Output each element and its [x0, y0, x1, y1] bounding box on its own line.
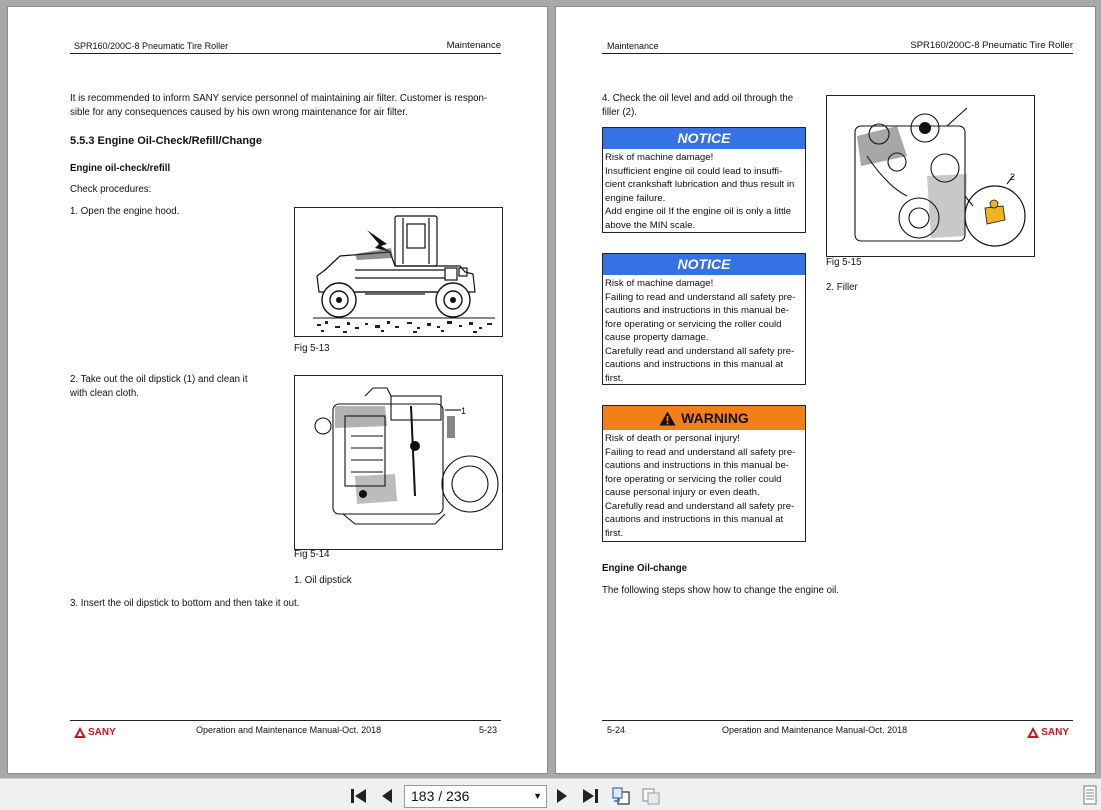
first-page-button[interactable]: [348, 786, 370, 806]
page-layout-icon: [611, 787, 631, 805]
notice-line: Add engine oil If the engine oil is only a little: [605, 206, 792, 217]
roller-drawing: [295, 208, 503, 337]
step-4-line: 4. Check the oil level and add oil through the: [602, 93, 794, 104]
notice-title: NOTICE: [603, 128, 805, 149]
first-page-icon: [350, 788, 368, 804]
notice-line: first.: [605, 372, 624, 384]
warning-line: fore operating or servicing the roller could: [605, 473, 782, 485]
warning-line: first.: [605, 527, 624, 539]
sany-logo: [1027, 727, 1069, 738]
previous-page-icon: [380, 788, 394, 804]
intro-line: sible for any consequences caused by his own wrong maintenance for air filter.: [70, 106, 408, 118]
notice-line: cautions and instructions in this manual be-: [605, 305, 789, 316]
document-properties-icon: [1083, 785, 1097, 805]
figure-engine-dipstick: [294, 375, 503, 550]
step-4: [602, 92, 808, 119]
figure-legend: 2. Filler: [826, 282, 858, 293]
step-2: [70, 373, 274, 400]
page-footer: [602, 720, 1073, 740]
notice-box-safety-precautions: [602, 253, 806, 385]
oil-change-intro: The following steps show how to change the engine oil.: [602, 585, 839, 596]
page-number-input[interactable]: [404, 785, 547, 808]
notice-line: engine failure.: [605, 192, 666, 204]
chevron-down-icon[interactable]: ▼: [533, 791, 542, 801]
header-section: Maintenance: [607, 41, 659, 51]
warning-title: WARNING: [681, 410, 749, 426]
next-page-button[interactable]: [551, 786, 573, 806]
figure-legend: 1. Oil dipstick: [294, 575, 352, 586]
warning-title-bar: [603, 406, 805, 430]
figure-caption: Fig 5-14: [294, 549, 330, 560]
figure-engine-filler: [826, 95, 1035, 257]
logo-text: SANY: [1041, 727, 1069, 738]
callout-2: 2: [1010, 172, 1016, 182]
footer-page-number: 5-24: [607, 725, 626, 735]
figure-roller-illustration: [294, 207, 503, 337]
notice-line: above the MIN scale.: [605, 219, 696, 231]
footer-page-number: 5-23: [478, 725, 497, 735]
page-5-24: [555, 6, 1096, 774]
sany-logo: [74, 727, 116, 738]
step-2-line: with clean cloth.: [70, 387, 139, 399]
page-footer: [70, 720, 501, 740]
next-page-icon: [555, 788, 569, 804]
figure-caption: Fig 5-13: [294, 343, 330, 354]
notice-body: [603, 149, 805, 233]
fit-page-button[interactable]: [610, 786, 632, 806]
warning-line: cautions and instructions in this manual at: [605, 514, 784, 525]
two-page-view-icon: [641, 787, 661, 805]
warning-line: cautions and instructions in this manual be-: [605, 460, 789, 471]
notice-line: Risk of machine damage!: [605, 152, 714, 163]
warning-body: [603, 430, 805, 541]
step-1: 1. Open the engine hood.: [70, 206, 180, 217]
page-header: [70, 40, 501, 54]
figure-caption: Fig 5-15: [826, 257, 862, 268]
notice-line: cautions and instructions in this manual at: [605, 359, 784, 370]
previous-page-button[interactable]: [376, 786, 398, 806]
intro-line: It is recommended to inform SANY service personnel of maintaining air filter. Customer is respon-: [70, 93, 488, 104]
notice-body: [603, 275, 805, 386]
viewer-toolbar: [0, 778, 1101, 810]
notice-line: Insufficient engine oil could lead to insuffi-: [605, 165, 783, 177]
notice-title: NOTICE: [603, 254, 805, 275]
last-page-icon: [581, 788, 599, 804]
engine-drawing: [295, 376, 503, 550]
engine-filler-drawing: [827, 96, 1035, 257]
step-2-line: 2. Take out the oil dipstick (1) and clean it: [70, 374, 248, 385]
notice-line: cause property damage.: [605, 332, 709, 343]
sany-logo-icon: [1027, 727, 1039, 738]
header-section: Maintenance: [446, 40, 501, 51]
footer-manual-title: Operation and Maintenance Manual-Oct. 2018: [722, 725, 908, 735]
warning-triangle-icon: [659, 411, 676, 426]
warning-line: Failing to read and understand all safety pre-: [605, 446, 796, 458]
warning-line: Risk of death or personal injury!: [605, 433, 740, 444]
warning-line: cause personal injury or even death.: [605, 487, 760, 498]
notice-line: Risk of machine damage!: [605, 278, 714, 289]
notice-line: fore operating or servicing the roller could: [605, 318, 782, 330]
step-4-line: filler (2).: [602, 106, 637, 118]
resize-grip[interactable]: [1083, 785, 1101, 810]
header-title: SPR160/200C-8 Pneumatic Tire Roller: [74, 41, 229, 51]
subsection-title: Engine oil-check/refill: [70, 163, 171, 174]
two-page-view-button[interactable]: [640, 786, 662, 806]
subsection-title: Engine Oil-change: [602, 563, 688, 574]
notice-line: Failing to read and understand all safety pre-: [605, 291, 796, 303]
header-title: SPR160/200C-8 Pneumatic Tire Roller: [910, 40, 1073, 51]
last-page-button[interactable]: [579, 786, 601, 806]
intro-paragraph: [70, 92, 504, 119]
section-title: 5.5.3 Engine Oil-Check/Refill/Change: [70, 135, 262, 147]
step-3: 3. Insert the oil dipstick to bottom and then take it out.: [70, 598, 300, 609]
page-header: [602, 40, 1073, 54]
check-procedures-label: Check procedures:: [70, 184, 152, 195]
warning-box: [602, 405, 806, 542]
footer-manual-title: Operation and Maintenance Manual-Oct. 2018: [196, 725, 382, 735]
callout-1: 1: [461, 406, 467, 416]
notice-line: Carefully read and understand all safety pre-: [605, 345, 795, 357]
page-5-23: [7, 6, 548, 774]
sany-logo-icon: [74, 727, 86, 738]
notice-line: cient crankshaft lubrication and thus result in: [605, 179, 795, 190]
notice-box-oil-level: [602, 127, 806, 233]
warning-line: Carefully read and understand all safety pre-: [605, 500, 795, 512]
logo-text: SANY: [88, 727, 116, 738]
page-indicator: 183 / 236: [411, 788, 470, 804]
